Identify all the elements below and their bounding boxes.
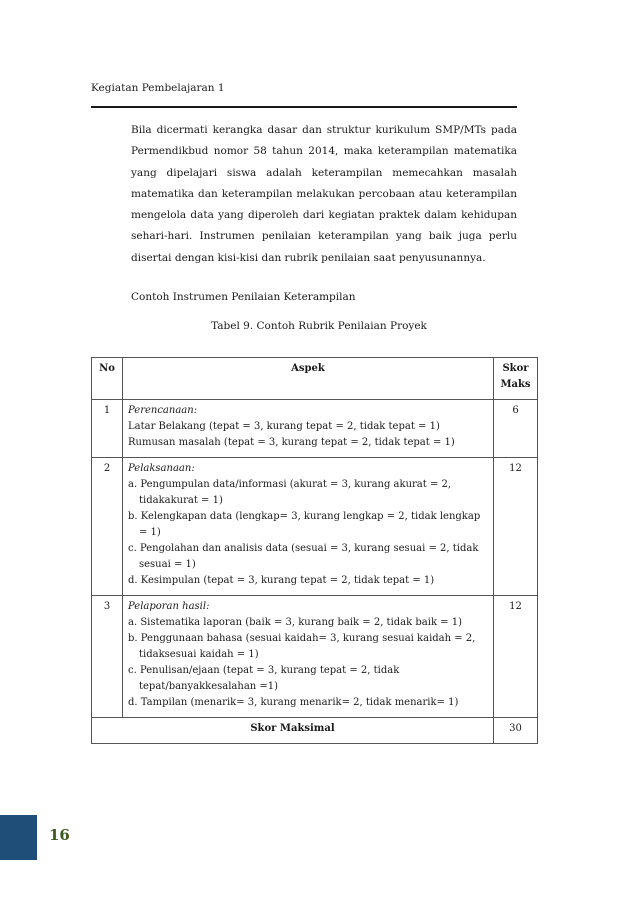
aspect-item: a. Sistematika laporan (baik = 3, kurang baik = 2, tidak baik = 1) [128,617,462,628]
row-number: 3 [92,596,123,718]
aspect-item: Latar Belakang (tepat = 3, kurang tepat = 2, tidak tepat = 1) [128,421,440,432]
table-row [92,596,538,718]
row-score: 12 [494,458,538,596]
aspect-title: Perencanaan: [128,405,198,416]
aspect-item: c. Penulisan/ejaan (tepat = 3, kurang tepat = 2, tidak tepat/banyakkesalahan =1) [128,665,400,692]
rubric-table [91,357,538,744]
row-score: 12 [494,596,538,718]
aspect-title: Pelaporan hasil: [128,601,210,612]
total-label: Skor Maksimal [92,718,494,744]
aspect-item: Rumusan masalah (tepat = 3, kurang tepat = 2, tidak tepat = 1) [128,437,455,448]
page-number: 16 [49,826,70,844]
table-row [92,400,538,458]
row-aspect [123,596,494,718]
aspect-item: a. Pengumpulan data/informasi (akurat = 3, kurang akurat = 2, tidakakurat = 1) [128,479,452,506]
table-header-row [92,358,538,400]
total-score: 30 [494,718,538,744]
aspect-item: d. Tampilan (menarik= 3, kurang menarik= 2, tidak menarik= 1) [128,697,459,708]
page-header-title: Kegiatan Pembelajaran 1 [91,82,225,94]
table-row [92,458,538,596]
row-number: 1 [92,400,123,458]
aspect-item: c. Pengolahan dan analisis data (sesuai = 3, kurang sesuai = 2, tidak sesuai = 1) [128,543,479,570]
page-tab-marker [0,815,37,860]
example-heading: Contoh Instrumen Penilaian Keterampilan [131,291,356,303]
aspect-item: d. Kesimpulan (tepat = 3, kurang tepat = 2, tidak tepat = 1) [128,575,435,586]
header-divider [91,106,517,108]
row-score: 6 [494,400,538,458]
header-skor-maks: Skor Maks [494,358,538,400]
header-no: No [92,358,123,400]
aspect-title: Pelaksanaan: [128,463,195,474]
aspect-item: b. Kelengkapan data (lengkap= 3, kurang lengkap = 2, tidak lengkap = 1) [128,511,481,538]
aspect-item: b. Penggunaan bahasa (sesuai kaidah= 3, kurang sesuai kaidah = 2, tidaksesuai kaidah = 1) [128,633,476,660]
row-aspect [123,400,494,458]
header-aspek: Aspek [123,358,494,400]
table-caption: Tabel 9. Contoh Rubrik Penilaian Proyek [211,320,427,332]
body-paragraph: Bila dicermati kerangka dasar dan struktur kurikulum SMP/MTs pada Permendikbud nomor 58 tahun 2014, maka keterampilan matematika yang dipelajari siswa adalah keterampilan memecahkan masalah matematika dan keterampilan melakukan percobaan atau keterampilan mengelola data yang diperoleh dari kegiatan praktek dalam kehidupan sehari-hari. Instrumen penilaian keterampilan yang baik juga perlu disertai dengan kisi-kisi dan rubrik penilaian saat penyusunannya. [131,124,517,264]
row-aspect [123,458,494,596]
total-row [92,718,538,744]
row-number: 2 [92,458,123,596]
